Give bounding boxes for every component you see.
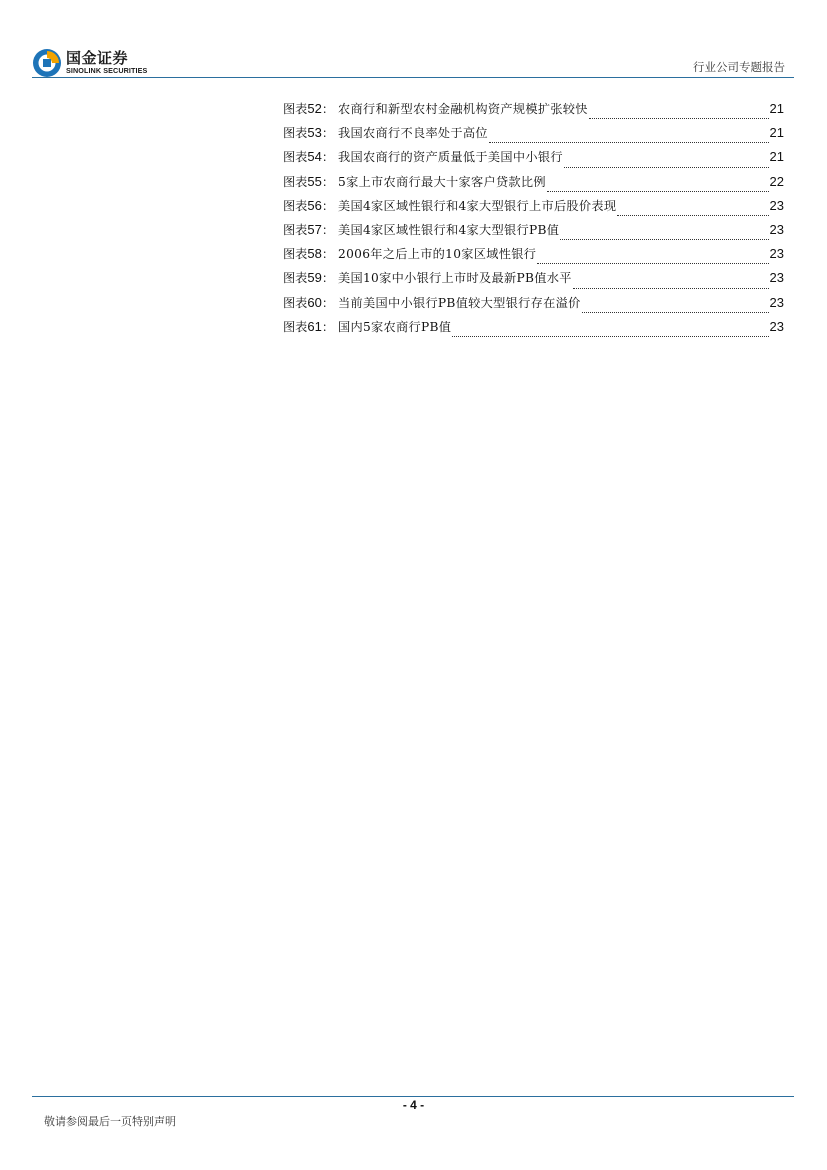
toc-page-number: 23 xyxy=(769,270,784,286)
toc-prefix: 图表 xyxy=(283,174,308,189)
toc-prefix: 图表 xyxy=(283,222,308,237)
toc-entry[interactable] xyxy=(283,221,784,245)
page-number: - 4 - xyxy=(402,1098,425,1112)
toc-prefix: 图表 xyxy=(283,319,308,334)
toc-prefix: 图表 xyxy=(283,198,308,213)
toc-colon: ： xyxy=(321,222,335,237)
toc-figure-number: 57 xyxy=(307,221,322,237)
toc-figure-number: 53 xyxy=(307,125,322,141)
toc-page-number: 22 xyxy=(769,173,784,189)
logo-english-name: SINOLINK SECURITIES xyxy=(66,66,148,75)
toc-figure-number: 61 xyxy=(307,318,322,334)
toc-leader-dots xyxy=(564,167,769,168)
figure-list xyxy=(283,100,784,342)
toc-leader-dots xyxy=(489,142,769,143)
toc-title: 我国农商行不良率处于高位 xyxy=(338,126,488,141)
toc-leader-dots xyxy=(582,312,769,313)
toc-title: 国内5家农商行PB值 xyxy=(338,319,452,334)
toc-title: 5家上市农商行最大十家客户贷款比例 xyxy=(338,174,546,189)
header-divider xyxy=(32,77,794,78)
logo-chinese-name: 国金证券 xyxy=(66,49,129,67)
toc-page-number: 21 xyxy=(769,101,784,116)
toc-figure-number: 52 xyxy=(307,101,322,116)
toc-leader-dots xyxy=(560,239,768,240)
toc-leader-dots xyxy=(589,118,769,119)
toc-entry[interactable] xyxy=(283,124,784,148)
toc-leader-dots xyxy=(573,288,769,289)
toc-entry[interactable] xyxy=(283,100,784,124)
toc-entry[interactable] xyxy=(283,245,784,269)
toc-prefix: 图表 xyxy=(283,295,308,310)
toc-colon: ： xyxy=(321,271,335,286)
sinolink-logo-icon xyxy=(32,48,62,78)
toc-leader-dots xyxy=(452,336,768,337)
toc-prefix: 图表 xyxy=(283,126,308,141)
toc-page-number: 21 xyxy=(769,125,784,141)
toc-page-number: 23 xyxy=(769,197,784,213)
toc-entry[interactable] xyxy=(283,173,784,197)
toc-title: 美国4家区域性银行和4家大型银行上市后股价表现 xyxy=(338,198,617,213)
toc-prefix: 图表 xyxy=(283,150,308,165)
toc-entry[interactable] xyxy=(283,294,784,318)
toc-prefix: 图表 xyxy=(283,271,308,286)
toc-colon: ： xyxy=(321,319,335,334)
toc-figure-number: 56 xyxy=(307,197,322,213)
toc-leader-dots xyxy=(537,263,768,264)
toc-leader-dots xyxy=(547,191,769,192)
toc-page-number: 23 xyxy=(769,221,784,237)
toc-colon: ： xyxy=(321,174,335,189)
footer-disclaimer: 敬请参阅最后一页特别声明 xyxy=(44,1115,176,1128)
toc-colon: ： xyxy=(321,295,335,310)
toc-entry[interactable] xyxy=(283,148,784,172)
toc-entry[interactable] xyxy=(283,197,784,221)
toc-colon: ： xyxy=(321,150,335,165)
toc-figure-number: 58 xyxy=(307,246,322,262)
toc-page-number: 21 xyxy=(769,149,784,165)
toc-page-number: 23 xyxy=(769,246,784,262)
toc-title: 美国10家中小银行上市时及最新PB值水平 xyxy=(338,271,572,286)
company-logo xyxy=(32,46,162,80)
toc-colon: ： xyxy=(321,198,335,213)
toc-figure-number: 60 xyxy=(307,294,322,310)
toc-prefix: 图表 xyxy=(283,247,308,262)
toc-colon: ： xyxy=(321,247,335,262)
footer-divider xyxy=(32,1096,794,1097)
toc-title: 美国4家区域性银行和4家大型银行PB值 xyxy=(338,222,560,237)
toc-entry[interactable] xyxy=(283,269,784,293)
toc-figure-number: 59 xyxy=(307,270,322,286)
toc-title: 我国农商行的资产质量低于美国中小银行 xyxy=(338,150,563,165)
toc-colon: ： xyxy=(321,126,335,141)
toc-prefix: 图表 xyxy=(283,102,308,116)
toc-title: 当前美国中小银行PB值较大型银行存在溢价 xyxy=(338,295,581,310)
toc-figure-number: 54 xyxy=(307,149,322,165)
toc-page-number: 23 xyxy=(769,294,784,310)
toc-leader-dots xyxy=(617,215,768,216)
toc-title: 2006年之后上市的10家区域性银行 xyxy=(338,247,537,262)
toc-title: 农商行和新型农村金融机构资产规模扩张较快 xyxy=(338,102,588,116)
toc-colon: ： xyxy=(321,102,335,116)
toc-page-number: 23 xyxy=(769,318,784,334)
toc-figure-number: 55 xyxy=(307,173,322,189)
report-type-label: 行业公司专题报告 xyxy=(693,60,785,74)
toc-entry[interactable] xyxy=(283,318,784,342)
